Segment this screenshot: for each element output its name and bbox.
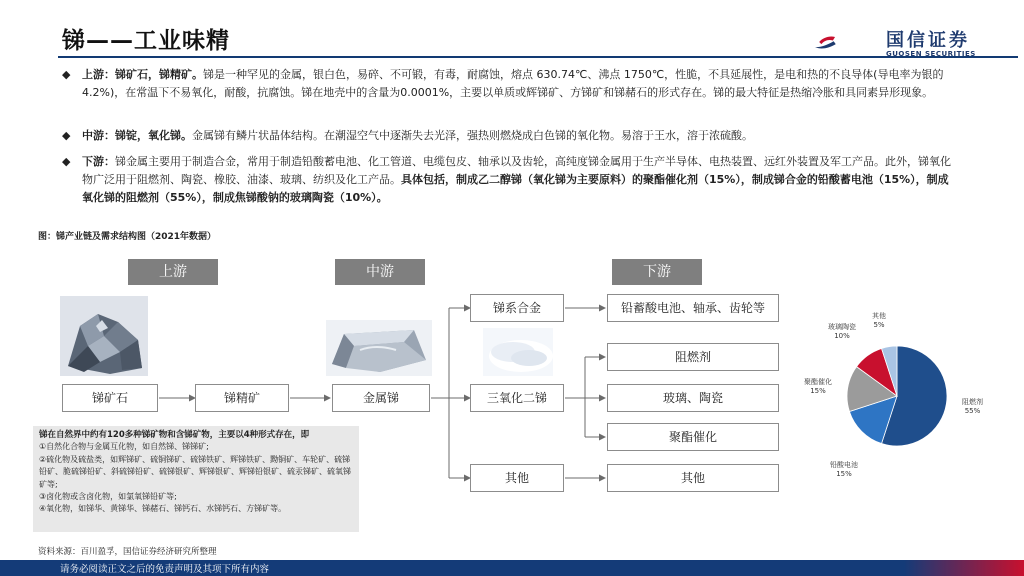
brand-subtitle: GUOSEN SECURITIES: [886, 50, 976, 58]
pie-label-flame-value: 55%: [964, 407, 981, 415]
node-antimony-ore: 锑矿石: [62, 384, 158, 412]
source-note: 资料来源：百川盈孚，国信证券经济研究所整理: [38, 547, 217, 557]
brand-name: 国信证券: [886, 30, 970, 51]
ore-description-lead: 锑在自然界中约有120多种锑矿物和含锑矿物，主要以4种形式存在，即: [39, 430, 310, 440]
bullet-lead: 中游：锑锭，氧化锑。: [82, 129, 192, 142]
node-antimony-trioxide: 三氧化二锑: [470, 384, 564, 412]
pie-label-battery-name: 铅酸电池: [830, 461, 858, 469]
pie-label-other: [872, 312, 886, 330]
pie-label-other-name: 其他: [872, 312, 886, 320]
node-antimony-concentrate: 锑精矿: [195, 384, 289, 412]
pie-label-glass-value: 10%: [834, 332, 850, 340]
stage-header-upstream: 上游: [128, 259, 218, 285]
figure-caption: 图：锑产业链及需求结构图（2021年数据）: [38, 232, 217, 242]
bullet-marker: ◆: [62, 129, 71, 142]
ore-description-line: ①自然化合物与金属互化物，如自然锑、锑锑矿;: [39, 442, 209, 452]
antimony-ore-photo: [60, 296, 148, 376]
demand-pie-chart: [846, 345, 948, 447]
node-antimony-alloy: 锑系合金: [470, 294, 564, 322]
pie-label-battery: [830, 461, 858, 479]
bullet-lead: 上游：锑矿石，锑精矿。: [82, 68, 203, 81]
pie-label-glass-name: 玻璃陶瓷: [828, 323, 856, 331]
node-glass-ceramics: 玻璃、陶瓷: [607, 384, 779, 412]
bullet-marker: ◆: [62, 68, 71, 81]
pie-label-flame: [962, 398, 983, 416]
antimony-ingot-photo: [326, 320, 432, 376]
ore-description-line: ②硫化物及硫盐类，如辉锑矿、硫铜锑矿、硫锑铁矿、辉锑铁矿、黝铜矿、车轮矿、硫锑铅矿、脆硫锑铅矿、斜硫锑铅矿、硫锑银矿、辉锑银矿、辉锑铅银矿、硫汞锑矿、硫氧锑矿等;: [39, 454, 351, 489]
bullet-tail: 具体包括，制成乙二醇锑（氧化锑为主要原料）的聚酯催化剂（15%），制成锑合金的铅酸蓄电池（15%），制成氧化锑的阻燃剂（55%），制成焦锑酸钠的玻璃陶瓷（10%）。: [82, 173, 949, 204]
footer-bar: [0, 560, 1024, 576]
bullet-marker: ◆: [62, 155, 71, 168]
pie-label-glass: [828, 323, 856, 341]
bullet-text: 金属锑有鳞片状晶体结构。在潮湿空气中逐渐失去光泽，强热则燃烧成白色锑的氧化物。易溶于王水，溶于浓硫酸。: [192, 129, 753, 142]
pie-label-catalyst-name: 聚酯催化: [804, 378, 832, 386]
node-lead-acid-battery: 铅蓄酸电池、轴承、齿轮等: [607, 294, 779, 322]
pie-label-flame-name: 阻燃剂: [962, 398, 983, 406]
footer-accent: [904, 560, 1024, 576]
page-title: 锑——工业味精: [62, 28, 230, 54]
ore-description: [33, 426, 359, 532]
node-polyester-catalyst: 聚酯催化: [607, 423, 779, 451]
ore-description-line: ③卤化物或含卤化物，如氯氧锑铅矿等;: [39, 492, 177, 502]
antimony-trioxide-photo: [483, 328, 553, 376]
stage-header-midstream: 中游: [335, 259, 425, 285]
stage-header-downstream: 下游: [612, 259, 702, 285]
pie-label-other-value: 5%: [873, 321, 885, 329]
node-other-use: 其他: [607, 464, 779, 492]
pie-label-battery-value: 15%: [836, 470, 852, 478]
node-other-intermediate: 其他: [470, 464, 564, 492]
ore-description-line: ④氧化物，如锑华、黄锑华、锑赭石、锑钙石、水锑钙石、方锑矿等。: [39, 504, 287, 514]
bullet-lead: 下游：: [82, 155, 115, 168]
footer-disclaimer: 请务必阅读正文之后的免责声明及其项下所有内容: [60, 564, 270, 575]
bullet-text: 锑是一种罕见的金属，银白色，易碎、不可锻，有毒，耐腐蚀，熔点 630.74℃、沸点 1750℃，性脆，不具延展性，是电和热的不良导体(导电率为银的4.2%)，在常温下不易氧化，耐酸，抗腐蚀。锑在地壳中的含量为0.0001%，主要以单质或辉锑矿、方锑矿和锑赭石的形式存在。锑的最大特征是热缩冷胀和具同素异形现象。: [82, 68, 944, 99]
bullet-text: 锑金属主要用于制造合金，常用于制造铅酸蓄电池、化工管道、电缆包皮、轴承以及齿轮，高纯度锑金属用于生产半导体、电热装置、远红外装置及军工产品。此外，锑氧化物广泛用于阻燃剂、陶瓷、橡胶、油漆、玻璃、纺织及化工产品。: [82, 155, 951, 186]
node-antimony-metal: 金属锑: [332, 384, 430, 412]
node-flame-retardant: 阻燃剂: [607, 343, 779, 371]
pie-label-catalyst-value: 15%: [810, 387, 826, 395]
pie-label-catalyst: [804, 378, 832, 396]
